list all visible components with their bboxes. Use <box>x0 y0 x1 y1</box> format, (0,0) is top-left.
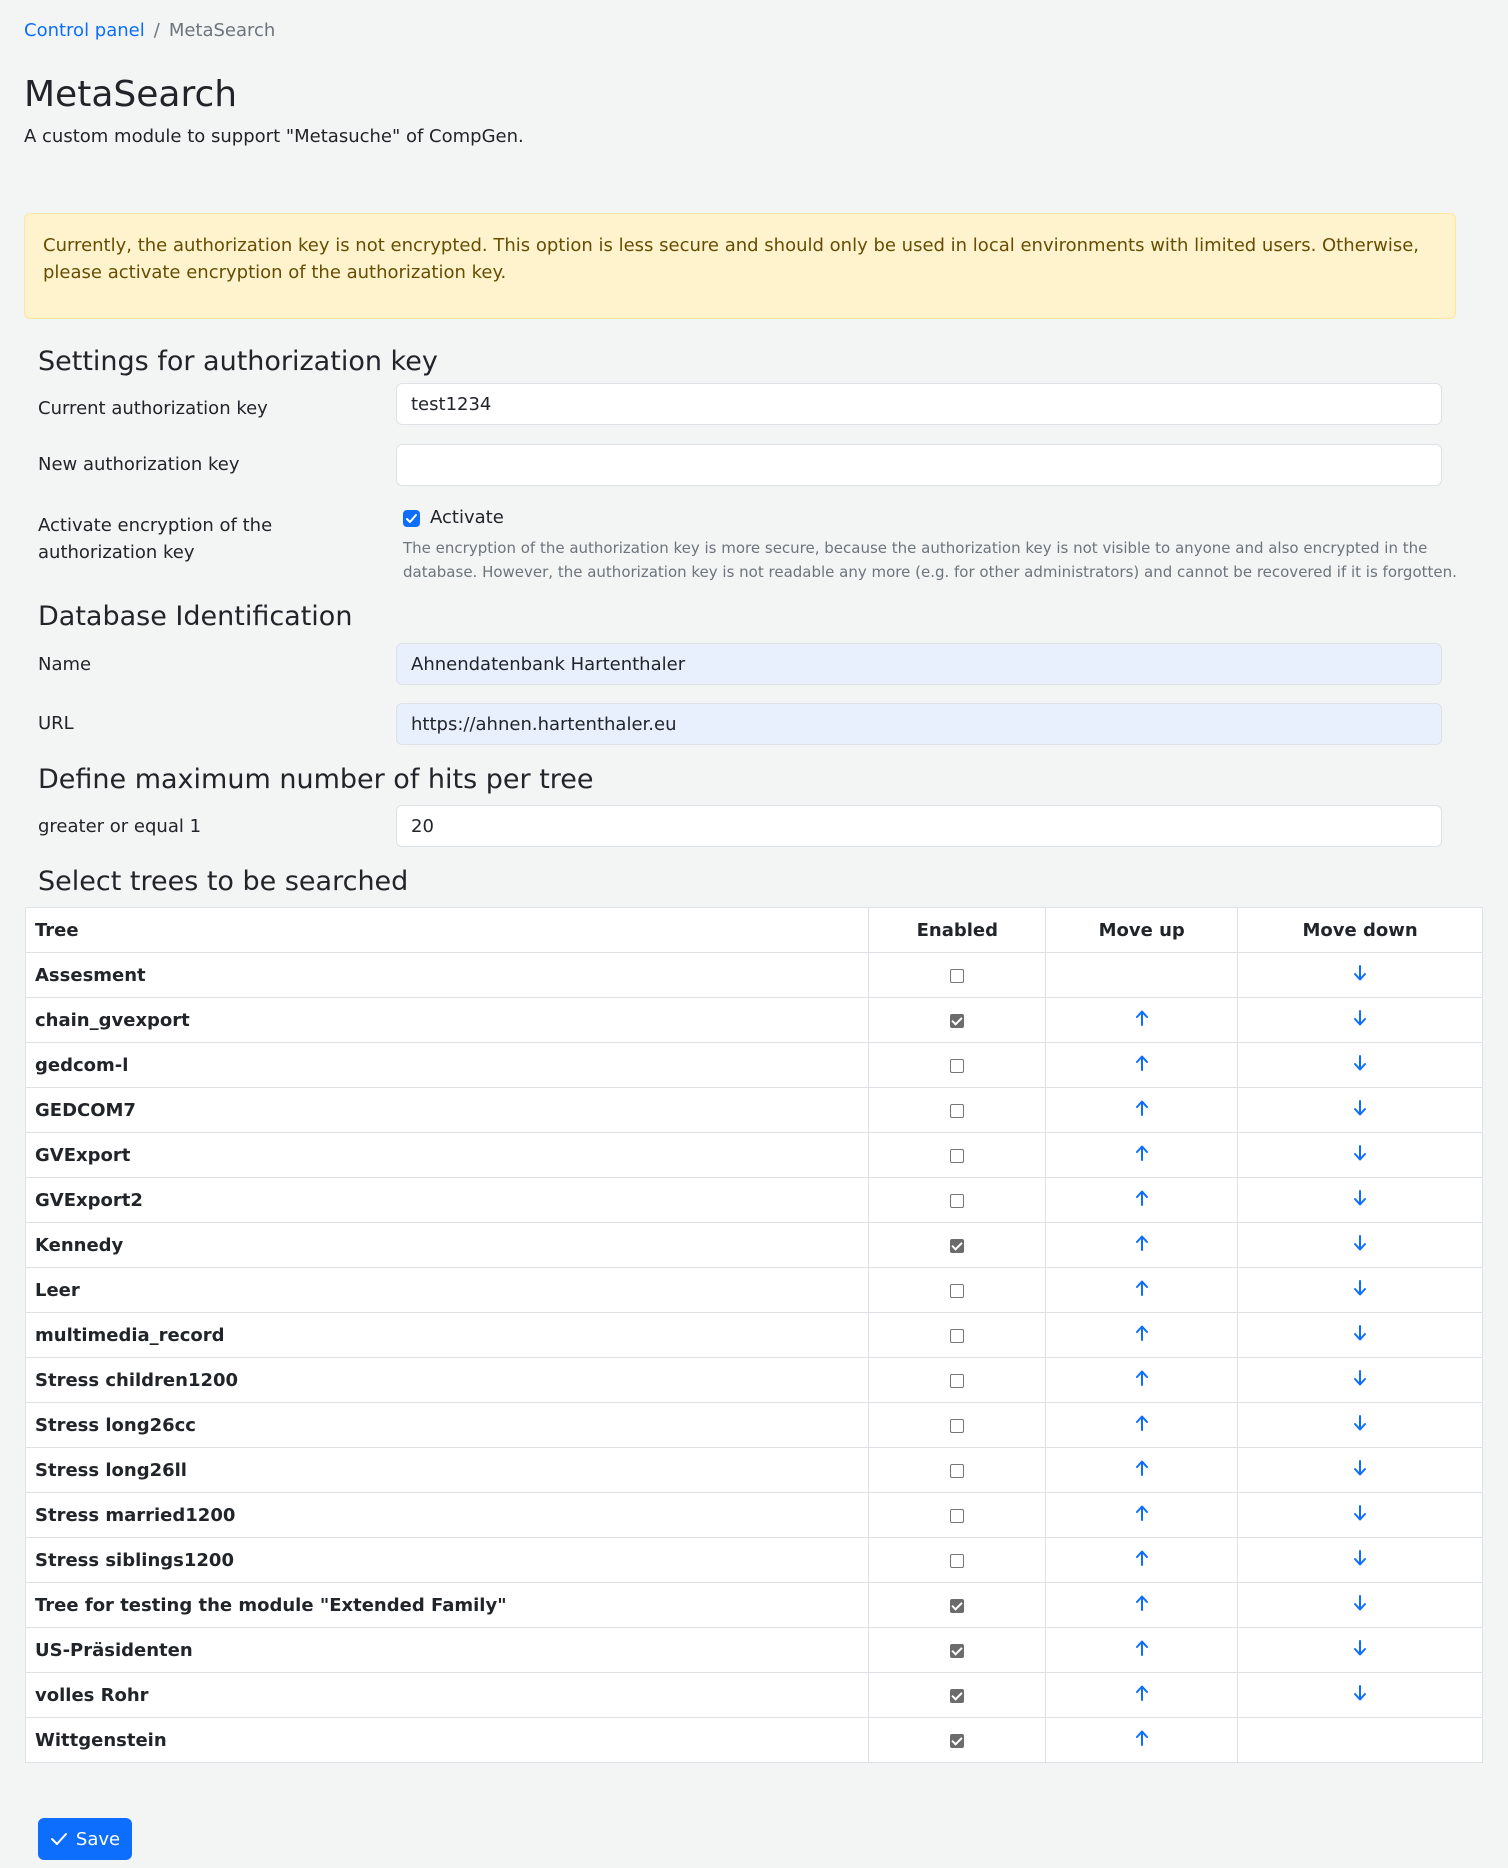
tree-name: Wittgenstein <box>26 1718 869 1763</box>
table-row <box>26 1493 1483 1538</box>
tree-name: Stress children1200 <box>26 1358 869 1403</box>
move-up-cell <box>1046 1583 1238 1628</box>
arrow-up-icon[interactable] <box>1135 1594 1149 1617</box>
table-row <box>26 953 1483 998</box>
tree-name: multimedia_record <box>26 1313 869 1358</box>
arrow-down-icon[interactable] <box>1353 964 1367 987</box>
encryption-warning-alert: Currently, the authorization key is not encrypted. This option is less secure and should only be used in local environments with limited users. Otherwise, please activate encryption of the authorization key. <box>24 213 1456 319</box>
tree-enabled-checkbox[interactable] <box>950 969 964 983</box>
trees-table-header <box>26 908 1483 953</box>
arrow-up-icon[interactable] <box>1135 1549 1149 1572</box>
arrow-up-icon[interactable] <box>1135 1099 1149 1122</box>
tree-name: Stress long26cc <box>26 1403 869 1448</box>
tree-enabled-checkbox[interactable] <box>950 1329 964 1343</box>
move-up-cell <box>1046 1133 1238 1178</box>
table-row <box>26 1448 1483 1493</box>
move-down-cell <box>1238 953 1483 998</box>
tree-name: gedcom-l <box>26 1043 869 1088</box>
enabled-cell <box>869 1268 1046 1313</box>
enabled-cell <box>869 1088 1046 1133</box>
current-key-label: Current authorization key <box>38 398 268 419</box>
move-down-cell <box>1238 1403 1483 1448</box>
move-up-cell <box>1046 1493 1238 1538</box>
arrow-down-icon[interactable] <box>1353 1594 1367 1617</box>
tree-enabled-checkbox[interactable] <box>950 1374 964 1388</box>
enabled-cell <box>869 953 1046 998</box>
trees-table <box>25 907 1483 1763</box>
table-row <box>26 1358 1483 1403</box>
breadcrumb-current: MetaSearch <box>168 20 276 41</box>
breadcrumb <box>24 18 275 44</box>
tree-name: Stress siblings1200 <box>26 1538 869 1583</box>
table-row <box>26 1133 1483 1178</box>
arrow-up-icon[interactable] <box>1135 1324 1149 1347</box>
move-up-cell <box>1046 1268 1238 1313</box>
move-down-cell <box>1238 1628 1483 1673</box>
max-hits-input[interactable] <box>396 805 1442 847</box>
breadcrumb-separator: / <box>153 20 160 41</box>
move-down-cell <box>1238 1313 1483 1358</box>
move-up-cell <box>1046 1178 1238 1223</box>
tree-enabled-checkbox[interactable] <box>950 1419 964 1433</box>
activate-encryption-label: Activate <box>430 507 504 528</box>
enabled-cell <box>869 1628 1046 1673</box>
enabled-cell <box>869 1718 1046 1763</box>
move-up-column-header: Move up <box>1046 908 1238 953</box>
encryption-help-text: The encryption of the authorization key is more secure, because the authorization key is not visible to anyone and also encrypted in the database. However, the authorization key is not readable any more (e.g. for other administrators) and cannot be recovered if it is forgotten. <box>403 539 1457 581</box>
tree-enabled-checkbox[interactable] <box>950 1464 964 1478</box>
move-up-cell <box>1046 1223 1238 1268</box>
activate-encryption-row[interactable] <box>403 506 504 530</box>
tree-name: volles Rohr <box>26 1673 869 1718</box>
enabled-cell <box>869 1448 1046 1493</box>
move-down-cell <box>1238 1043 1483 1088</box>
tree-enabled-checkbox[interactable] <box>950 1104 964 1118</box>
move-up-cell <box>1046 1358 1238 1403</box>
db-name-input[interactable] <box>396 643 1442 685</box>
check-icon <box>405 512 418 525</box>
move-down-cell <box>1238 1268 1483 1313</box>
arrow-up-icon[interactable] <box>1135 1144 1149 1167</box>
move-up-cell <box>1046 953 1238 998</box>
move-down-cell <box>1238 1223 1483 1268</box>
trees-table-body <box>26 953 1483 1763</box>
enabled-cell <box>869 1313 1046 1358</box>
arrow-up-icon[interactable] <box>1135 1279 1149 1302</box>
table-row <box>26 1043 1483 1088</box>
page-subtitle: A custom module to support "Metasuche" of CompGen. <box>24 126 524 147</box>
tree-name: Leer <box>26 1268 869 1313</box>
enabled-cell <box>869 1583 1046 1628</box>
tree-enabled-checkbox[interactable] <box>950 1734 964 1748</box>
enabled-cell <box>869 1358 1046 1403</box>
tree-name: Stress married1200 <box>26 1493 869 1538</box>
page-title: MetaSearch <box>24 74 238 115</box>
tree-enabled-checkbox[interactable] <box>950 1599 964 1613</box>
table-row <box>26 1673 1483 1718</box>
new-key-input[interactable] <box>396 444 1442 486</box>
arrow-down-icon[interactable] <box>1353 1414 1367 1437</box>
arrow-up-icon[interactable] <box>1135 1189 1149 1212</box>
arrow-down-icon[interactable] <box>1353 1504 1367 1527</box>
move-up-cell <box>1046 1448 1238 1493</box>
tree-name: Tree for testing the module "Extended Family" <box>26 1583 869 1628</box>
table-row <box>26 1178 1483 1223</box>
move-down-cell <box>1238 1178 1483 1223</box>
move-down-cell <box>1238 1493 1483 1538</box>
select-trees-heading: Select trees to be searched <box>38 866 409 897</box>
db-name-label: Name <box>38 654 92 675</box>
enabled-cell <box>869 1223 1046 1268</box>
max-hits-heading: Define maximum number of hits per tree <box>38 764 594 795</box>
save-button[interactable] <box>38 1818 132 1860</box>
db-url-input[interactable] <box>396 703 1442 745</box>
table-row <box>26 1538 1483 1583</box>
arrow-up-icon[interactable] <box>1135 1729 1149 1752</box>
tree-name: Assesment <box>26 953 869 998</box>
table-row <box>26 1313 1483 1358</box>
enabled-cell <box>869 1178 1046 1223</box>
arrow-down-icon[interactable] <box>1353 1279 1367 1302</box>
arrow-down-icon[interactable] <box>1353 1054 1367 1077</box>
enabled-cell <box>869 1493 1046 1538</box>
move-up-cell <box>1046 1043 1238 1088</box>
tree-enabled-checkbox[interactable] <box>950 1554 964 1568</box>
arrow-down-icon[interactable] <box>1353 1099 1367 1122</box>
arrow-up-icon[interactable] <box>1135 1414 1149 1437</box>
enabled-cell <box>869 1538 1046 1583</box>
move-down-cell <box>1238 1673 1483 1718</box>
arrow-down-icon[interactable] <box>1353 1189 1367 1212</box>
arrow-up-icon[interactable] <box>1135 1684 1149 1707</box>
table-row <box>26 1583 1483 1628</box>
enabled-cell <box>869 1673 1046 1718</box>
tree-name: US-Präsidenten <box>26 1628 869 1673</box>
table-row <box>26 1403 1483 1448</box>
enabled-column-header: Enabled <box>869 908 1046 953</box>
arrow-down-icon[interactable] <box>1353 1639 1367 1662</box>
move-down-cell <box>1238 998 1483 1043</box>
tree-name: Kennedy <box>26 1223 869 1268</box>
table-row <box>26 1718 1483 1763</box>
tree-name: chain_gvexport <box>26 998 869 1043</box>
arrow-down-icon[interactable] <box>1353 1549 1367 1572</box>
enabled-cell <box>869 1043 1046 1088</box>
db-identification-heading: Database Identification <box>38 601 353 632</box>
move-down-cell <box>1238 1133 1483 1178</box>
move-down-cell <box>1238 1088 1483 1133</box>
tree-name: GVExport <box>26 1133 869 1178</box>
move-up-cell <box>1046 1313 1238 1358</box>
current-key-input[interactable] <box>396 383 1442 425</box>
arrow-up-icon[interactable] <box>1135 1504 1149 1527</box>
move-up-cell <box>1046 1403 1238 1448</box>
arrow-down-icon[interactable] <box>1353 1324 1367 1347</box>
move-up-cell <box>1046 1673 1238 1718</box>
table-row <box>26 1223 1483 1268</box>
move-down-cell <box>1238 1448 1483 1493</box>
arrow-down-icon[interactable] <box>1353 1459 1367 1482</box>
db-url-label: URL <box>38 713 74 734</box>
table-row <box>26 1268 1483 1313</box>
arrow-up-icon[interactable] <box>1135 1639 1149 1662</box>
enabled-cell <box>869 998 1046 1043</box>
tree-column-header: Tree <box>26 908 869 953</box>
encrypt-key-label: Activate encryption of the authorization key <box>38 515 273 563</box>
move-up-cell <box>1046 1538 1238 1583</box>
arrow-up-icon[interactable] <box>1135 1054 1149 1077</box>
move-up-cell <box>1046 998 1238 1043</box>
move-up-cell <box>1046 1088 1238 1133</box>
arrow-down-icon[interactable] <box>1353 1369 1367 1392</box>
tree-enabled-checkbox[interactable] <box>950 1059 964 1073</box>
check-icon <box>50 1832 68 1846</box>
move-down-cell <box>1238 1718 1483 1763</box>
move-down-cell <box>1238 1583 1483 1628</box>
enabled-cell <box>869 1133 1046 1178</box>
move-up-cell <box>1046 1718 1238 1763</box>
arrow-up-icon[interactable] <box>1135 1009 1149 1032</box>
activate-encryption-checkbox[interactable] <box>403 510 420 527</box>
tree-enabled-checkbox[interactable] <box>950 1689 964 1703</box>
arrow-down-icon[interactable] <box>1353 1234 1367 1257</box>
move-down-cell <box>1238 1358 1483 1403</box>
move-down-cell <box>1238 1538 1483 1583</box>
tree-name: Stress long26ll <box>26 1448 869 1493</box>
move-down-column-header: Move down <box>1238 908 1483 953</box>
save-button-label: Save <box>75 1828 121 1850</box>
max-hits-label: greater or equal 1 <box>38 816 202 837</box>
arrow-up-icon[interactable] <box>1135 1459 1149 1482</box>
arrow-up-icon[interactable] <box>1135 1234 1149 1257</box>
auth-settings-heading: Settings for authorization key <box>38 346 438 377</box>
table-row <box>26 998 1483 1043</box>
tree-enabled-checkbox[interactable] <box>950 1509 964 1523</box>
tree-enabled-checkbox[interactable] <box>950 1284 964 1298</box>
table-row <box>26 1628 1483 1673</box>
move-up-cell <box>1046 1628 1238 1673</box>
breadcrumb-control-panel-link[interactable]: Control panel <box>24 20 145 41</box>
tree-enabled-checkbox[interactable] <box>950 1239 964 1253</box>
tree-enabled-checkbox[interactable] <box>950 1194 964 1208</box>
arrow-down-icon[interactable] <box>1353 1144 1367 1167</box>
tree-enabled-checkbox[interactable] <box>950 1149 964 1163</box>
tree-enabled-checkbox[interactable] <box>950 1644 964 1658</box>
table-row <box>26 1088 1483 1133</box>
tree-name: GEDCOM7 <box>26 1088 869 1133</box>
enabled-cell <box>869 1403 1046 1448</box>
tree-enabled-checkbox[interactable] <box>950 1014 964 1028</box>
arrow-up-icon[interactable] <box>1135 1369 1149 1392</box>
arrow-down-icon[interactable] <box>1353 1684 1367 1707</box>
tree-name: GVExport2 <box>26 1178 869 1223</box>
new-key-label: New authorization key <box>38 454 240 475</box>
arrow-down-icon[interactable] <box>1353 1009 1367 1032</box>
